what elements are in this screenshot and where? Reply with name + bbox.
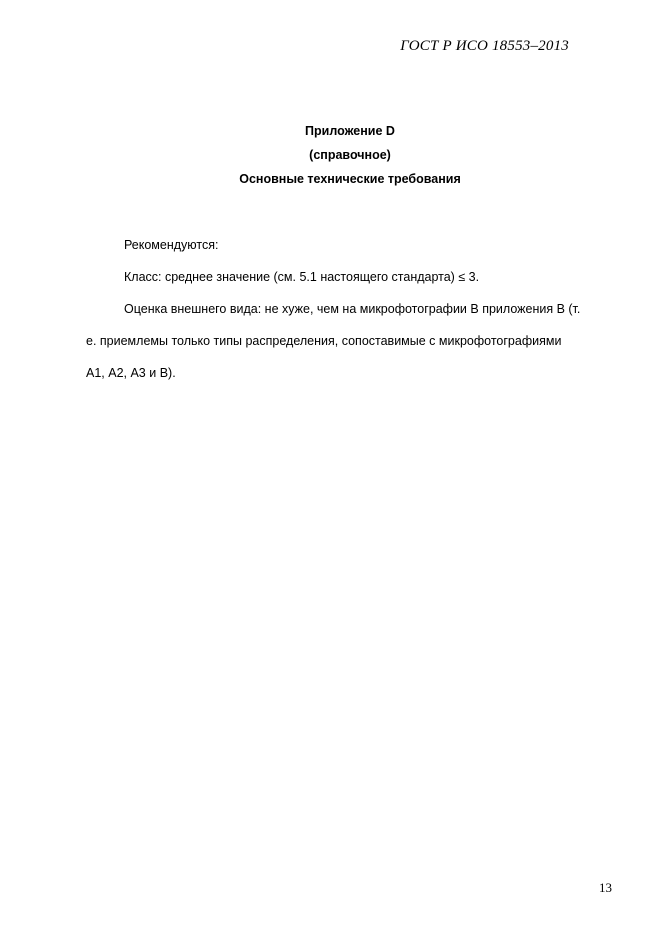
class-paragraph: Класс: среднее значение (см. 5.1 настоящего стандарта) ≤ 3.: [124, 270, 480, 284]
standard-header: ГОСТ Р ИСО 18553–2013: [400, 38, 569, 54]
appearance-paragraph-line-2: е. приемлемы только типы распределения, сопоставимые с микрофотографиями: [86, 334, 562, 348]
appendix-subtitle: Основные технические требования: [239, 172, 461, 186]
page-number: 13: [599, 880, 612, 895]
intro-paragraph: Рекомендуются:: [124, 238, 219, 252]
appearance-paragraph-line-1: Оценка внешнего вида: не хуже, чем на микрофотографии В приложения В (т.: [124, 302, 581, 316]
appearance-paragraph-line-3: А1, А2, А3 и В).: [86, 366, 176, 380]
appendix-title: Приложение D: [305, 124, 395, 138]
appendix-type: (справочное): [309, 148, 391, 162]
